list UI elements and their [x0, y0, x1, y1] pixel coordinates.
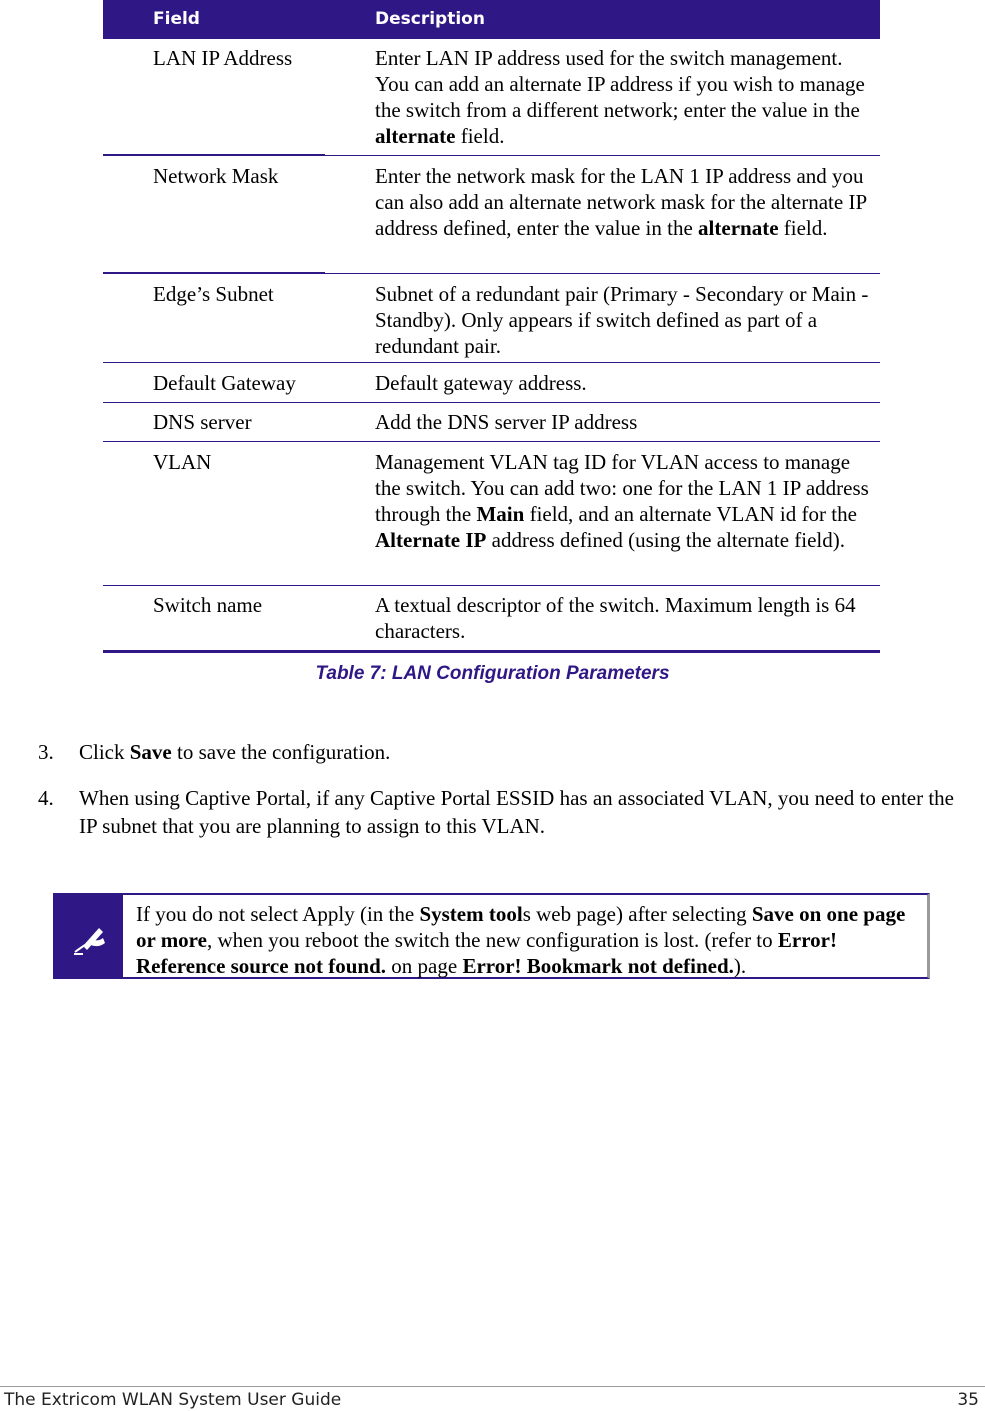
row-field: Edge’s Subnet [153, 282, 274, 306]
table-row [103, 363, 880, 403]
row-description: Subnet of a redundant pair (Primary - Secondary or Main - Standby). Only appears if switch defined as part of a redundant pair. [375, 282, 869, 358]
table-row [103, 403, 880, 442]
header-description: Description [375, 9, 485, 29]
row-field: LAN IP Address [153, 46, 293, 70]
row-description: Default gateway address. [375, 371, 587, 395]
table-caption: Table 7: LAN Configuration Parameters [315, 663, 670, 684]
writing-hand-icon [69, 919, 109, 959]
step-number: 4. [38, 786, 54, 810]
footer-divider [0, 1386, 985, 1387]
row-field: DNS server [153, 410, 252, 434]
step-text: Click Save to save the configuration. [79, 740, 391, 764]
row-description: Enter LAN IP address used for the switch management. You can add an alternate IP address if you wish to manage the switch from a different network; enter the value in the alternate field. [375, 46, 865, 148]
step-text: When using Captive Portal, if any Captive Portal ESSID has an associated VLAN, you need to enter the IP subnet that you are planning to assign to this VLAN. [79, 786, 955, 838]
table-row [103, 586, 880, 650]
row-field: Switch name [153, 593, 263, 617]
note-text: If you do not select Apply (in the System tools web page) after selecting Save on one page or more, when you reboot the switch the new configuration is lost. (refer to Error! Reference source not found. on page Error! Bookmark not defined.). [136, 902, 906, 978]
row-field: Network Mask [153, 164, 279, 188]
row-field: Default Gateway [153, 371, 296, 395]
table-bottom-border [103, 650, 880, 653]
step-number: 3. [38, 740, 54, 764]
lan-configuration-table [103, 0, 880, 653]
page-number: 35 [957, 1390, 979, 1410]
row-description: Add the DNS server IP address [375, 410, 638, 434]
note-box [53, 893, 930, 979]
table-row [103, 156, 880, 274]
table-row [103, 274, 880, 363]
row-description: Enter the network mask for the LAN 1 IP address and you can also add an alternate network mask for the alternate IP address defined, enter the value in the alternate field. [375, 164, 867, 240]
note-icon-cell [55, 895, 123, 977]
table-row [103, 442, 880, 586]
table-header-row [103, 0, 880, 39]
footer-title: The Extricom WLAN System User Guide [4, 1390, 342, 1410]
header-field: Field [153, 9, 200, 29]
table-row [103, 39, 880, 156]
row-description: Management VLAN tag ID for VLAN access to manage the switch. You can add two: one for the LAN 1 IP address through the Main field, and an alternate VLAN id for the Alternate IP address defined (using the alternate field). [375, 450, 869, 552]
row-field: VLAN [153, 450, 212, 474]
row-description: A textual descriptor of the switch. Maximum length is 64 characters. [375, 593, 856, 643]
